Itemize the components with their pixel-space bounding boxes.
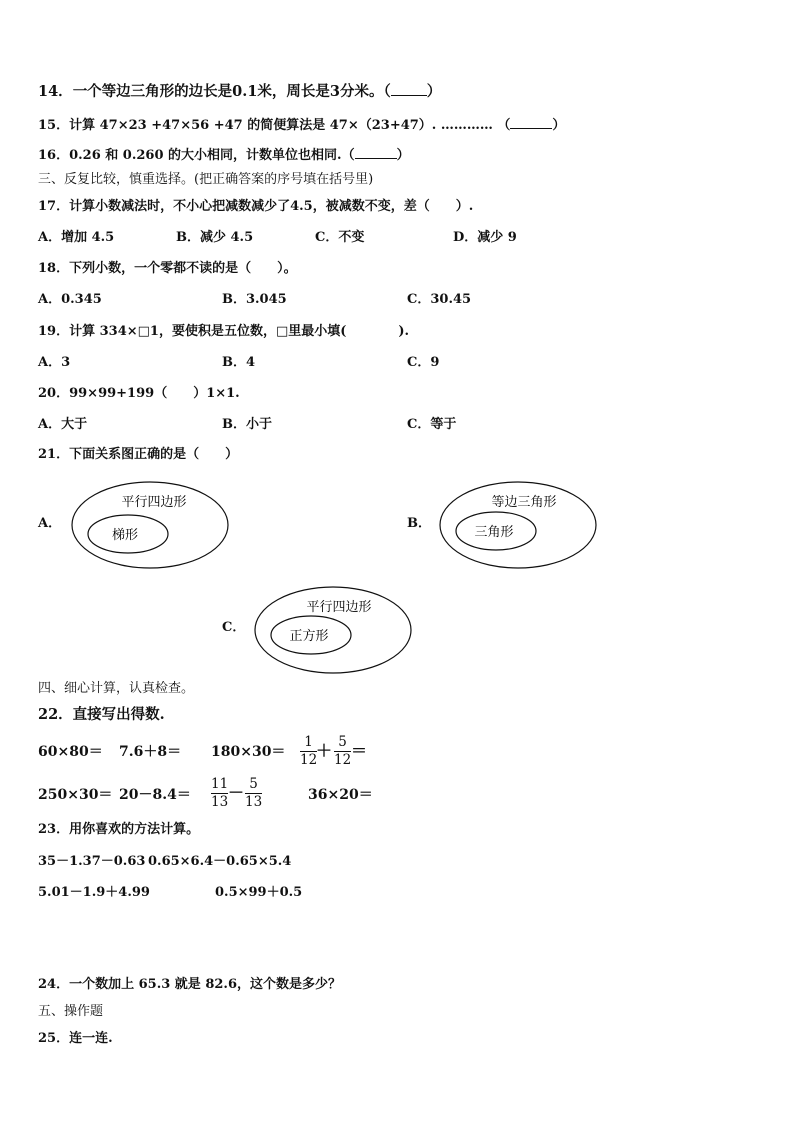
option-a[interactable]: A．增加 4.5 <box>38 230 115 245</box>
outer-label: 平行四边形 <box>121 495 187 510</box>
outer-label: 等边三角形 <box>491 495 557 510</box>
venn-diagram-a <box>70 480 230 570</box>
question-24: 24．一个数加上 65.3 就是 82.6，这个数是多少？ <box>38 977 341 992</box>
question-22: 22．直接写出得数. <box>38 706 165 723</box>
fraction <box>300 735 317 768</box>
numerator: 1 <box>304 734 313 750</box>
question-17: 17．计算小数减法时，不小心把减数减少了4.5，被减数不变，差（ ）. <box>38 199 474 214</box>
minus-sign: － <box>228 783 245 802</box>
option-b[interactable]: B．3.045 <box>222 292 287 307</box>
calc-expression: 0.65×6.4－0.65×5.4 <box>148 854 292 869</box>
question-number: 15． <box>38 118 70 133</box>
option-b[interactable]: B．4 <box>222 355 256 370</box>
option-c[interactable]: C．9 <box>407 355 440 370</box>
venn-diagram-b <box>438 480 598 570</box>
option-c-label[interactable]: C． <box>222 620 246 635</box>
fraction <box>211 777 228 810</box>
option-c[interactable]: C．30.45 <box>407 292 472 307</box>
option-c[interactable]: C．等于 <box>407 417 457 432</box>
question-18: 18．下列小数，一个零都不读的是（ ）。 <box>38 261 297 276</box>
calc-expression: 0.5×99＋0.5 <box>215 885 303 900</box>
venn-diagram-c <box>253 585 413 675</box>
calc-item: 20－8.4＝ <box>119 787 191 803</box>
question-number: 14． <box>38 83 73 100</box>
equals-sign: ＝ <box>351 741 368 760</box>
option-b[interactable]: B．小于 <box>222 417 272 432</box>
calc-item: 250×30＝ <box>38 787 113 803</box>
section-4-heading: 四、细心计算，认真检查。 <box>38 681 195 696</box>
question-21: 21．下面关系图正确的是（ ） <box>38 447 239 462</box>
question-23: 23．用你喜欢的方法计算。 <box>38 822 200 837</box>
fraction <box>334 735 351 768</box>
question-15: 15．计算 47×23 +47×56 +47 的简便算法是 47×（23+47）. ………… （ ） <box>38 118 566 133</box>
question-text: 计算 47×23 +47×56 +47 的简便算法是 47×（23+47）. ………… （ <box>69 118 511 133</box>
calc-item: 180×30＝ <box>211 744 286 760</box>
answer-blank[interactable] <box>510 117 552 129</box>
question-number: 16． <box>38 148 70 163</box>
section-3-heading: 三、反复比较，慎重选择。(把正确答案的序号填在括号里) <box>38 172 374 187</box>
section-5-heading: 五、操作题 <box>38 1004 104 1019</box>
calc-item: 60×80＝ <box>38 744 103 760</box>
inner-label: 梯形 <box>111 528 139 543</box>
option-c[interactable]: C．不变 <box>315 230 365 245</box>
question-19: 19．计算 334×□1，要使积是五位数，□里最小填( ). <box>38 324 410 339</box>
outer-label: 平行四边形 <box>306 600 372 615</box>
denominator: 12 <box>334 752 352 768</box>
question-text: 一个等边三角形的边长是0.1米，周长是3分米。（ <box>72 83 391 100</box>
denominator: 13 <box>245 794 263 810</box>
numerator: 11 <box>211 776 229 792</box>
denominator: 12 <box>300 752 318 768</box>
denominator: 13 <box>211 794 229 810</box>
question-25: 25．连一连. <box>38 1031 113 1046</box>
option-d[interactable]: D．减少 9 <box>453 230 517 245</box>
option-a[interactable]: A．0.345 <box>38 292 102 307</box>
calc-item: 36×20＝ <box>308 787 373 803</box>
answer-blank[interactable] <box>391 84 427 96</box>
option-b[interactable]: B．减少 4.5 <box>176 230 254 245</box>
question-text: 0.26 和 0.260 的大小相同，计数单位也相同.（ <box>69 148 355 163</box>
inner-label: 三角形 <box>474 525 514 540</box>
option-a[interactable]: A．大于 <box>38 417 88 432</box>
question-20: 20．99×99+199（ ）1×1. <box>38 386 240 401</box>
calc-expression: 5.01－1.9＋4.99 <box>38 885 150 900</box>
calc-item: 7.6＋8＝ <box>119 744 182 760</box>
option-a-label[interactable]: A． <box>38 516 62 531</box>
numerator: 5 <box>249 776 258 792</box>
option-a[interactable]: A．3 <box>38 355 71 370</box>
plus-sign: ＋ <box>316 741 333 760</box>
numerator: 5 <box>338 734 347 750</box>
answer-blank[interactable] <box>355 147 397 159</box>
question-16: 16．0.26 和 0.260 的大小相同，计数单位也相同.（ ） <box>38 148 410 163</box>
question-14: 14．一个等边三角形的边长是0.1米，周长是3分米。（ ） <box>38 83 442 100</box>
fraction <box>245 777 262 810</box>
option-b-label[interactable]: B． <box>407 516 431 531</box>
inner-label: 正方形 <box>289 629 329 644</box>
calc-expression: 35－1.37－0.63 <box>38 854 146 869</box>
